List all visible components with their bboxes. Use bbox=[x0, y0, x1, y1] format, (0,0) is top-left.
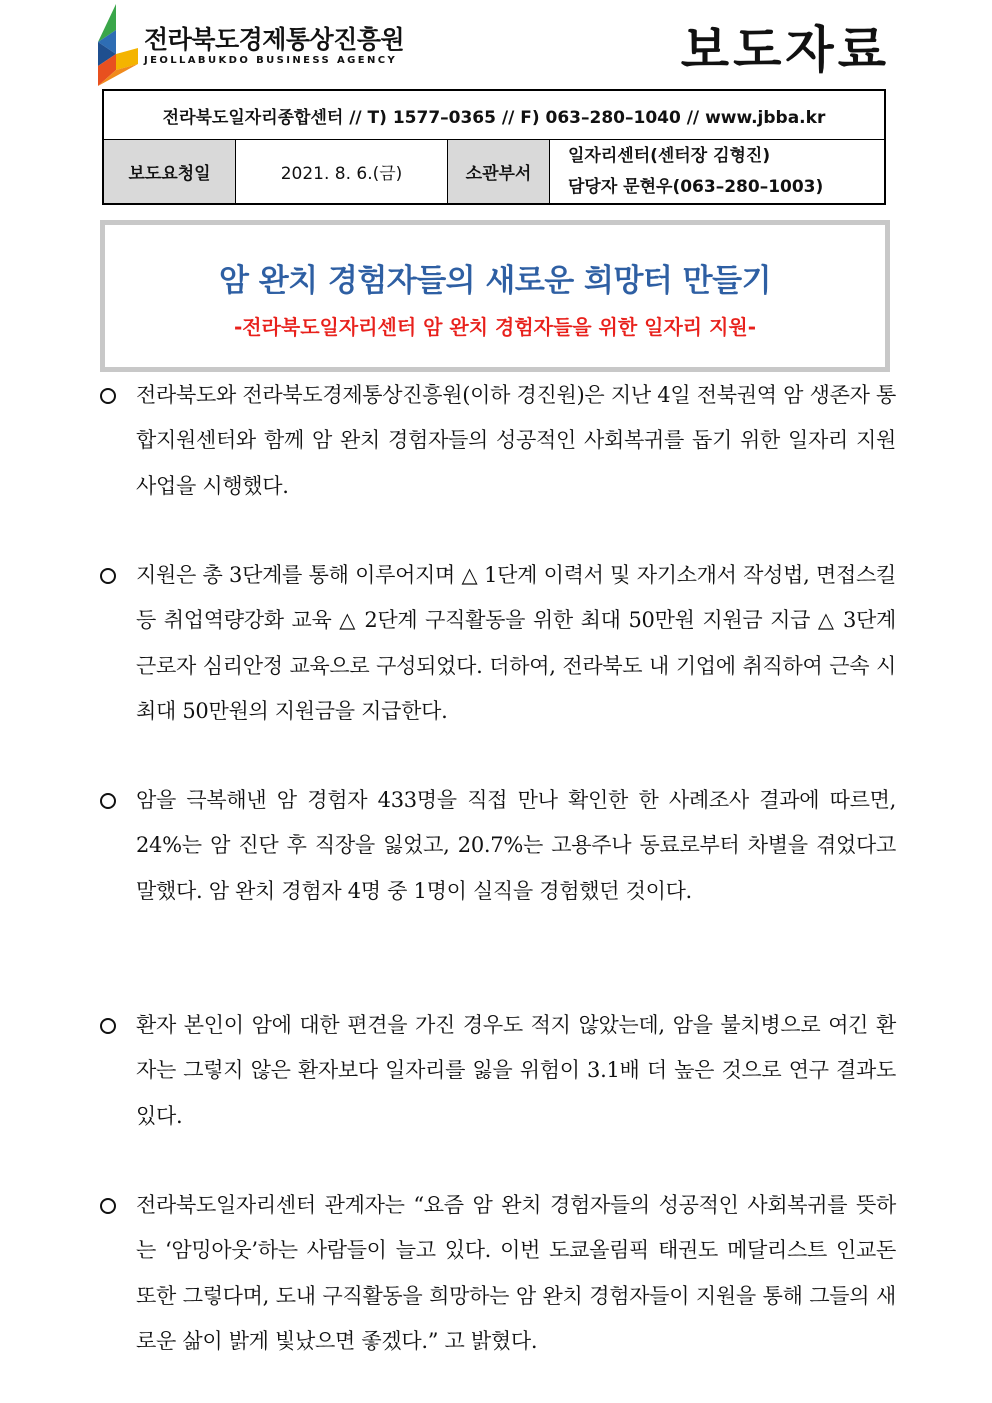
document-type: 보도자료 bbox=[680, 21, 890, 79]
agency-logo bbox=[94, 4, 138, 86]
bullet-icon bbox=[100, 778, 130, 825]
dept-label: 소관부서 bbox=[448, 140, 550, 203]
dept-line-2: 담당자 문현우(063–280–1003) bbox=[568, 176, 824, 197]
bullet-icon bbox=[100, 1183, 130, 1230]
org-name-ko: 전라북도경제통상진흥원 bbox=[144, 25, 405, 54]
subheadline: -전라북도일자리센터 암 완치 경험자들을 위한 일자리 지원- bbox=[233, 315, 757, 339]
info-row bbox=[104, 140, 884, 203]
contact-line: 전라북도일자리종합센터 // T) 1577–0365 // F) 063–280–1040 // www.jbba.kr bbox=[104, 91, 884, 140]
dept-line-1: 일자리센터(센터장 김형진) bbox=[568, 145, 771, 166]
paragraph-text: 암을 극복해낸 암 경험자 433명을 직접 만나 확인한 한 사례조사 결과에 따르면, 24%는 암 진단 후 직장을 잃었고, 20.7%는 고용주나 동료로부터 차별을 겪었다고 말했다. 암 완치 경험자 4명 중 1명이 실직을 경험했던 것이다. bbox=[136, 788, 896, 903]
paragraph-text: 지원은 총 3단계를 통해 이루어지며 △ 1단계 이력서 및 자기소개서 작성법, 면접스킬 등 취업역량강화 교육 △ 2단계 구직활동을 위한 최대 50만원 지원금 지급 △ 3단계 근로자 심리안정 교육으로 구성되었다. 더하여, 전라북도 내 기업에 취직하여 근속 시 최대 50만원의 지원금을 지급한다. bbox=[136, 563, 896, 723]
date-value: 2021. 8. 6.(금) bbox=[236, 140, 448, 203]
info-table bbox=[102, 89, 886, 205]
date-label: 보도요청일 bbox=[104, 140, 236, 203]
paragraph-text: 전라북도와 전라북도경제통상진흥원(이하 경진원)은 지난 4일 전북권역 암 생존자 통합지원센터와 함께 암 완치 경험자들의 성공적인 사회복귀를 돕기 위한 일자리 지원사업을 시행했다. bbox=[136, 383, 896, 498]
dept-value bbox=[550, 140, 884, 203]
bullet-icon bbox=[100, 553, 130, 600]
title-box bbox=[100, 220, 890, 372]
paragraph-text: 전라북도일자리센터 관계자는 “요즘 암 완치 경험자들의 성공적인 사회복귀를 뜻하는 ‘암밍아웃’하는 사람들이 늘고 있다. 이번 도쿄올림픽 태권도 메달리스트 인교돈 또한 그렇다며, 도내 구직활동을 희망하는 암 완치 경험자들이 지원을 통해 그들의 새로운 삶이 밝게 빛났으면 좋겠다.” 고 밝혔다. bbox=[136, 1193, 896, 1353]
headline: 암 완치 경험자들의 새로운 희망터 만들기 bbox=[218, 263, 772, 299]
bullet-icon bbox=[100, 1003, 130, 1050]
org-name-en: JEOLLABUKDO BUSINESS AGENCY bbox=[144, 55, 398, 66]
header bbox=[0, 0, 992, 90]
paragraph-text: 환자 본인이 암에 대한 편견을 가진 경우도 적지 않았는데, 암을 불치병으로 여긴 환자는 그렇지 않은 환자보다 일자리를 잃을 위험이 3.1배 더 높은 것으로 연구 결과도 있다. bbox=[136, 1013, 896, 1128]
bullet-icon bbox=[100, 373, 130, 420]
